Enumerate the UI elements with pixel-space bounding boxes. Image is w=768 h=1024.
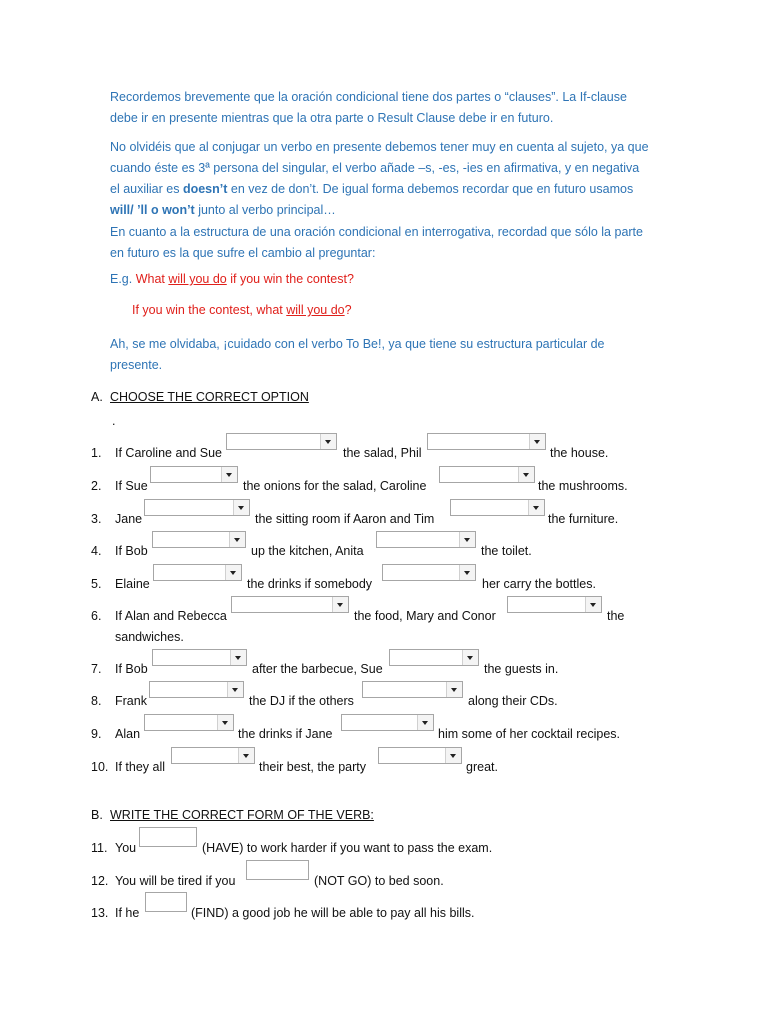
example-text: What [135,272,169,286]
verb-text-input[interactable] [139,827,197,847]
item-number: 4. [91,544,102,558]
answer-dropdown[interactable] [382,564,476,581]
example-underline: will you do [286,303,345,317]
section-b-heading [91,808,374,822]
item-text: If he [115,906,140,920]
item-number: 12. [91,874,109,888]
chevron-down-icon[interactable] [417,715,433,730]
answer-dropdown[interactable] [439,466,535,483]
chevron-down-icon[interactable] [445,748,461,763]
item-text: the guests in. [484,662,559,676]
intro-text: No olvidéis que al conjugar un verbo en presente debemos tener muy en cuenta al sujeto, ya que cuando éste es 3ª persona del singular, el verbo añade –s, -es, -ies en afirmativa, y en negativa el auxiliar es [110,140,649,196]
item-text: the sitting room if Aaron and Tim [255,512,435,526]
chevron-down-icon[interactable] [585,597,601,612]
verb-text-input[interactable] [246,860,309,880]
section-a-heading [91,390,309,404]
chevron-down-icon[interactable] [462,650,478,665]
answer-dropdown[interactable] [362,681,463,698]
chevron-down-icon[interactable] [238,748,254,763]
item-text: after the barbecue, Sue [252,662,383,676]
chevron-down-icon[interactable] [320,434,336,449]
answer-dropdown[interactable] [427,433,546,450]
item-text: the house. [550,446,609,460]
item-text: If Alan and Rebecca [115,609,227,623]
item-text: the [607,609,625,623]
stray-dot: . [112,414,116,428]
item-text: her carry the bottles. [482,577,596,591]
section-title: CHOOSE THE CORRECT OPTION [110,390,309,404]
item-text: sandwiches. [115,630,184,644]
answer-dropdown[interactable] [378,747,462,764]
answer-dropdown[interactable] [507,596,602,613]
chevron-down-icon[interactable] [230,650,246,665]
intro-text: Ah, se me olvidaba, ¡cuidado con el verbo To Be!, ya que tiene su estructura particular de presente. [110,337,605,372]
answer-dropdown[interactable] [152,649,247,666]
answer-dropdown[interactable] [226,433,337,450]
example-text: If you win the contest, what [132,303,287,317]
answer-dropdown[interactable] [450,499,545,516]
section-title: WRITE THE CORRECT FORM OF THE VERB: [110,808,374,822]
item-number: 2. [91,479,102,493]
intro-bold-will: will/ ’ll o won’t [110,203,195,217]
item-number: 10. [91,760,109,774]
intro-paragraph-1 [110,87,650,129]
item-text: If Caroline and Sue [115,446,223,460]
intro-bold-doesnt: doesn’t [182,182,228,196]
intro-paragraph-4 [110,334,650,376]
item-text: the drinks if Jane [238,727,333,741]
answer-dropdown[interactable] [171,747,255,764]
item-number: 8. [91,694,102,708]
intro-text: En cuanto a la estructura de una oración condicional en interrogativa, recordad que sólo la parte en futuro es la que sufre el cambio al preguntar: [110,225,643,260]
chevron-down-icon[interactable] [217,715,233,730]
item-text: If they all [115,760,166,774]
item-text: If Bob [115,544,148,558]
chevron-down-icon[interactable] [528,500,544,515]
item-number: 5. [91,577,102,591]
answer-dropdown[interactable] [389,649,479,666]
item-number: 11. [91,841,108,855]
item-text: the onions for the salad, Caroline [243,479,427,493]
answer-dropdown[interactable] [231,596,349,613]
item-text: the drinks if somebody [247,577,373,591]
item-text: the mushrooms. [538,479,628,493]
item-number: 6. [91,609,102,623]
item-text: the furniture. [548,512,619,526]
item-text: (HAVE) to work harder if you want to pass the exam. [202,841,493,855]
answer-dropdown[interactable] [149,681,244,698]
intro-text: en vez de don’t. De igual forma debemos recordar que en futuro usamos [227,182,634,196]
item-text: (FIND) a good job he will be able to pay all his bills. [191,906,475,920]
intro-paragraph-2 [110,137,650,221]
chevron-down-icon[interactable] [529,434,545,449]
chevron-down-icon[interactable] [221,467,237,482]
answer-dropdown[interactable] [341,714,434,731]
answer-dropdown[interactable] [144,499,250,516]
answer-dropdown[interactable] [153,564,242,581]
item-text: Alan [115,727,141,741]
answer-dropdown[interactable] [152,531,246,548]
example-2 [132,303,352,317]
example-prefix: E.g. [110,272,136,286]
item-text: the DJ if the others [249,694,354,708]
item-text: great. [466,760,498,774]
item-text: along their CDs. [468,694,558,708]
item-number: 9. [91,727,102,741]
item-number: 3. [91,512,102,526]
intro-text: junto al verbo principal… [194,203,336,217]
item-text: Elaine [115,577,150,591]
section-letter: B. [91,808,103,822]
item-text: If Bob [115,662,148,676]
item-number: 7. [91,662,102,676]
item-text: You [115,841,137,855]
answer-dropdown[interactable] [144,714,234,731]
example-text: if you win the contest? [226,272,354,286]
chevron-down-icon[interactable] [229,532,245,547]
chevron-down-icon[interactable] [518,467,534,482]
chevron-down-icon[interactable] [225,565,241,580]
chevron-down-icon[interactable] [446,682,462,697]
item-text: him some of her cocktail recipes. [438,727,621,741]
chevron-down-icon[interactable] [227,682,243,697]
answer-dropdown[interactable] [376,531,476,548]
item-text: Jane [115,512,143,526]
item-text: the salad, Phil [343,446,422,460]
section-letter: A. [91,390,103,404]
item-text: up the kitchen, Anita [251,544,364,558]
intro-paragraph-3 [110,222,650,264]
item-number: 13. [91,906,109,920]
verb-text-input[interactable] [145,892,187,912]
item-text: You will be tired if you [115,874,236,888]
item-text: If Sue [115,479,148,493]
item-number: 1. [91,446,102,460]
example-underline: will you do [168,272,227,286]
item-text: their best, the party [259,760,367,774]
example-text: ? [344,303,352,317]
item-text: the food, Mary and Conor [354,609,496,623]
answer-dropdown[interactable] [150,466,238,483]
chevron-down-icon[interactable] [332,597,348,612]
chevron-down-icon[interactable] [233,500,249,515]
chevron-down-icon[interactable] [459,532,475,547]
intro-text: Recordemos brevemente que la oración condicional tiene dos partes o “clauses”. La If-clause debe ir en presente mientras que la otra parte o Result Clause debe ir en futuro. [110,90,627,125]
item-text: Frank [115,694,147,708]
example-1 [110,272,354,286]
item-text: the toilet. [481,544,532,558]
item-text: (NOT GO) to bed soon. [314,874,444,888]
chevron-down-icon[interactable] [459,565,475,580]
